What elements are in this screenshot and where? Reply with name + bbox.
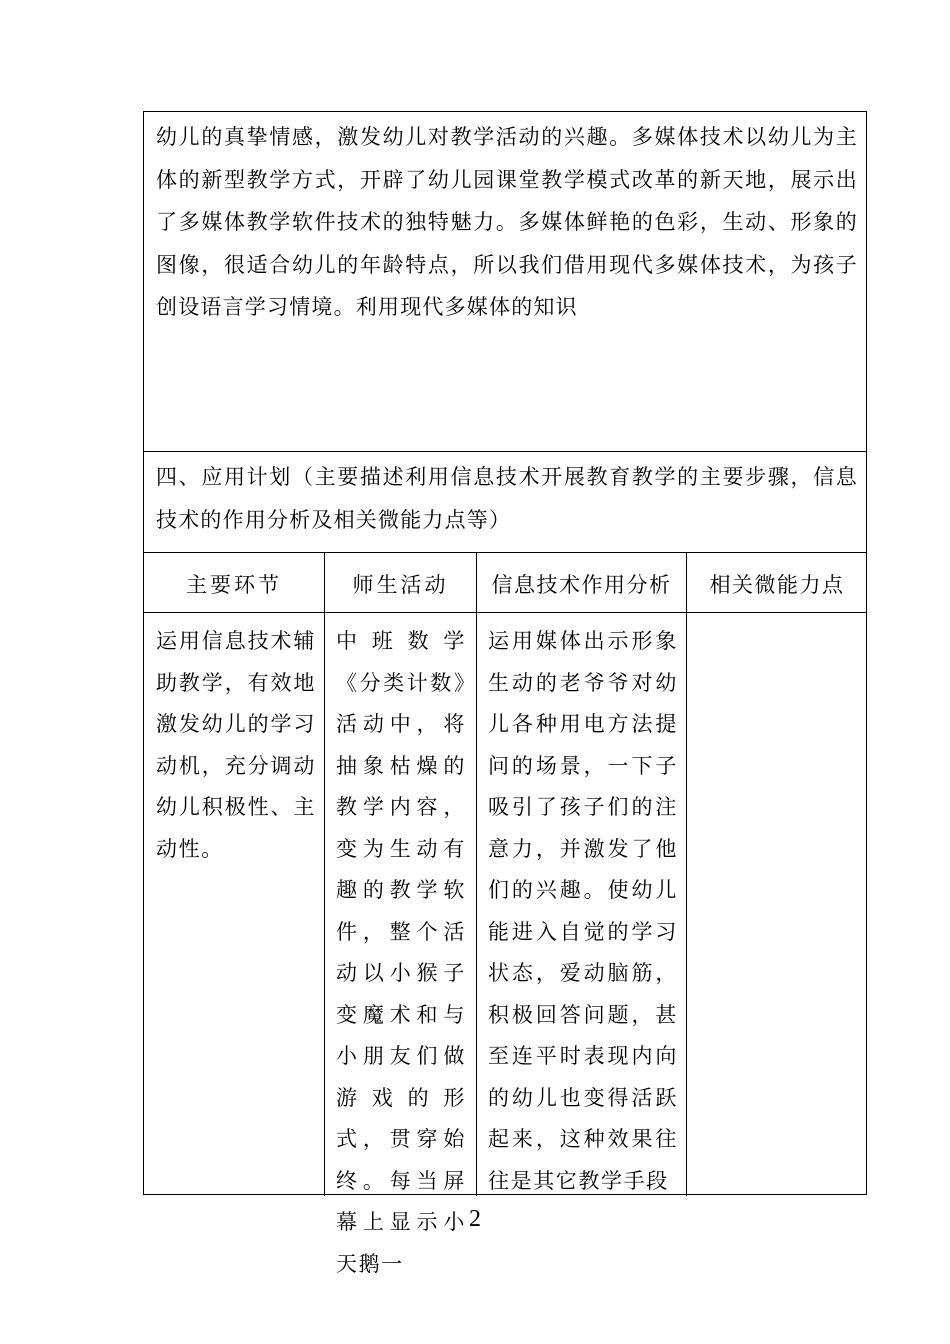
header-it-role-analysis: 信息技术作用分析 — [491, 573, 672, 597]
header-bottom-divider — [144, 612, 866, 613]
column-divider-2 — [476, 552, 477, 1196]
plan-table-frame — [143, 111, 867, 1276]
column-divider-1 — [324, 552, 325, 1196]
intro-paragraph: 幼儿的真挚情感，激发幼儿对教学活动的兴趣。多媒体技术以幼儿为主体的新型教学方式，开辟了幼儿园课堂教学模式改革的新天地，展示出了多媒体教学软件技术的独特魅力。多媒体鲜艳的色彩，生动、形象的图像，很适合幼儿的年龄特点，所以我们借用现代多媒体技术，为孩子创设语言学习情境。利用现代多媒体的知识 — [156, 125, 858, 319]
header-top-divider — [144, 552, 866, 553]
page-number: 2 — [469, 1206, 481, 1232]
cell-activity: 中班数学《分类计数》活动中，将抽象枯燥的教学内容，变为生动有趣的教学软件，整个活动以小猴子变魔术和与小朋友们做游戏的形式，贯穿始终。每当屏幕上显示小天鹅一 — [336, 629, 466, 1276]
section-divider — [144, 451, 866, 452]
column-divider-3 — [686, 552, 687, 1196]
header-teacher-student-activity: 师生活动 — [352, 573, 449, 597]
cell-analysis: 运用媒体出示形象生动的老爷爷对幼儿各种用电方法提问的场景，一下子吸引了孩子们的注意力，并激发了他们的兴趣。使幼儿能进入自觉的学习状态，爱动脑筋，积极回答问题，甚至连平时表现内向的幼儿也变得活跃起来，这种效果往往是其它教学手段 — [488, 629, 678, 1193]
header-micro-ability: 相关微能力点 — [709, 573, 845, 597]
cell-main-link: 运用信息技术辅助教学，有效地激发幼儿的学习动机，充分调动幼儿积极性、主动性。 — [156, 629, 316, 861]
header-main-link: 主要环节 — [186, 573, 282, 597]
plan-section-heading: 四、应用计划（主要描述利用信息技术开展教育教学的主要步骤，信息技术的作用分析及相关微能力点等） — [156, 465, 858, 532]
